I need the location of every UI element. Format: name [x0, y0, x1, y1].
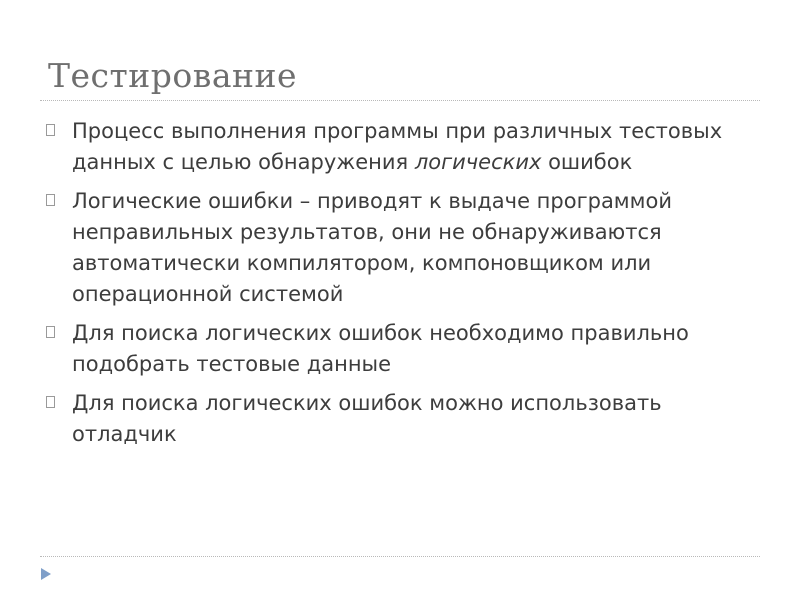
square-outline-icon — [46, 396, 55, 408]
bullet-list — [44, 116, 756, 458]
bullet-item — [44, 116, 756, 178]
bullet-item — [44, 318, 756, 380]
bullet-item — [44, 388, 756, 450]
bullet-emphasis: логических — [414, 150, 542, 174]
bullet-text: Процесс выполнения программы при различных тестовых данных с целью обнаружения логических ошибок — [72, 119, 723, 174]
square-outline-icon — [46, 124, 55, 136]
bullet-text: Для поиска логических ошибок можно использовать отладчик — [72, 391, 662, 446]
triangle-right-icon[interactable] — [40, 566, 52, 580]
bullet-text: Логические ошибки – приводят к выдаче программой неправильных результатов, они не обнаруживаются автоматически компилятором, компоновщиком или операционной системой — [72, 189, 672, 306]
footer-divider — [40, 556, 760, 557]
title-divider — [40, 100, 760, 101]
square-outline-icon — [46, 194, 55, 206]
slide-title: Тестирование — [48, 56, 298, 95]
bullet-item — [44, 186, 756, 310]
bullet-text: Для поиска логических ошибок необходимо правильно подобрать тестовые данные — [72, 321, 689, 376]
square-outline-icon — [46, 326, 55, 338]
